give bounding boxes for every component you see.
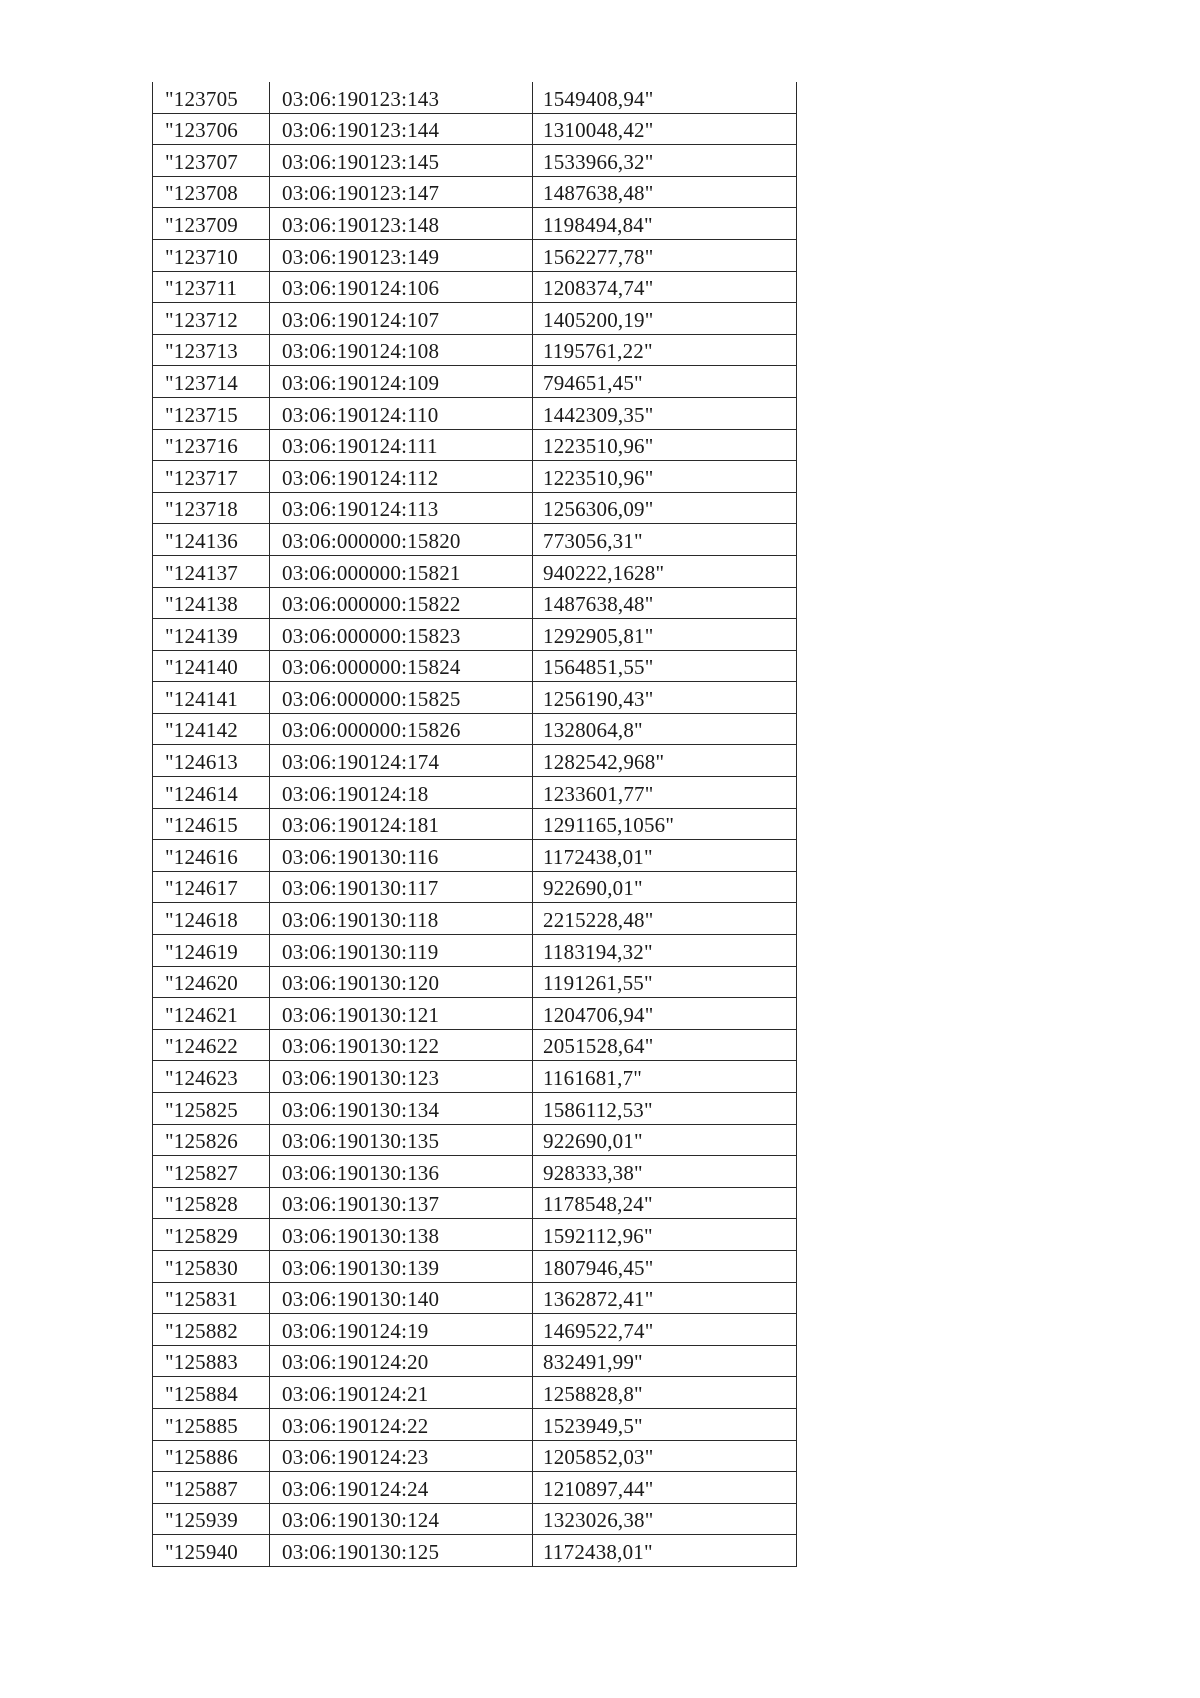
- record-number-cell: "123718: [153, 492, 270, 524]
- table-row: [153, 1314, 797, 1346]
- table-row: [153, 113, 797, 145]
- table-row: [153, 1503, 797, 1535]
- table-row: [153, 935, 797, 967]
- table-row: [153, 1093, 797, 1125]
- table-row: [153, 1029, 797, 1061]
- value-cell: 922690,01": [533, 1124, 797, 1156]
- value-cell: 1328064,8": [533, 713, 797, 745]
- table-row: [153, 1124, 797, 1156]
- record-number-cell: "124137: [153, 555, 270, 587]
- table-row: [153, 1250, 797, 1282]
- record-number-cell: "125886: [153, 1440, 270, 1472]
- table-row: [153, 397, 797, 429]
- record-number-cell: "124138: [153, 587, 270, 619]
- table-row: [153, 966, 797, 998]
- cadastral-number-cell: 03:06:190124:108: [270, 334, 533, 366]
- table-row: [153, 429, 797, 461]
- table-row: [153, 1472, 797, 1504]
- record-number-cell: "124141: [153, 682, 270, 714]
- cadastral-number-cell: 03:06:000000:15823: [270, 619, 533, 651]
- table-row: [153, 271, 797, 303]
- record-number-cell: "125826: [153, 1124, 270, 1156]
- record-number-cell: "123707: [153, 145, 270, 177]
- table-row: [153, 303, 797, 335]
- record-number-cell: "125831: [153, 1282, 270, 1314]
- record-number-cell: "124142: [153, 713, 270, 745]
- value-cell: 1208374,74": [533, 271, 797, 303]
- table-row: [153, 555, 797, 587]
- data-table: [152, 82, 797, 1567]
- cadastral-number-cell: 03:06:190130:139: [270, 1250, 533, 1282]
- cadastral-number-cell: 03:06:190130:134: [270, 1093, 533, 1125]
- cadastral-number-cell: 03:06:190130:121: [270, 998, 533, 1030]
- table-row: [153, 808, 797, 840]
- record-number-cell: "124617: [153, 871, 270, 903]
- value-cell: 922690,01": [533, 871, 797, 903]
- cadastral-number-cell: 03:06:190124:20: [270, 1345, 533, 1377]
- table-row: [153, 713, 797, 745]
- table-row: [153, 1377, 797, 1409]
- table-row: [153, 745, 797, 777]
- record-number-cell: "123706: [153, 113, 270, 145]
- table-row: [153, 682, 797, 714]
- table-row: [153, 619, 797, 651]
- table-row: [153, 461, 797, 493]
- record-number-cell: "124621: [153, 998, 270, 1030]
- record-number-cell: "125825: [153, 1093, 270, 1125]
- record-number-cell: "123709: [153, 208, 270, 240]
- record-number-cell: "123714: [153, 366, 270, 398]
- cadastral-number-cell: 03:06:190124:107: [270, 303, 533, 335]
- value-cell: 1223510,96": [533, 429, 797, 461]
- record-number-cell: "123712: [153, 303, 270, 335]
- value-cell: 1291165,1056": [533, 808, 797, 840]
- cadastral-number-cell: 03:06:190130:136: [270, 1156, 533, 1188]
- record-number-cell: "124140: [153, 650, 270, 682]
- value-cell: 1172438,01": [533, 1535, 797, 1567]
- table-row: [153, 1345, 797, 1377]
- value-cell: 1204706,94": [533, 998, 797, 1030]
- cadastral-number-cell: 03:06:190124:23: [270, 1440, 533, 1472]
- record-number-cell: "124623: [153, 1061, 270, 1093]
- value-cell: 1562277,78": [533, 239, 797, 271]
- cadastral-number-cell: 03:06:000000:15820: [270, 524, 533, 556]
- cadastral-number-cell: 03:06:190130:116: [270, 840, 533, 872]
- value-cell: 1172438,01": [533, 840, 797, 872]
- table-row: [153, 998, 797, 1030]
- table-row: [153, 587, 797, 619]
- cadastral-number-cell: 03:06:000000:15824: [270, 650, 533, 682]
- record-number-cell: "123713: [153, 334, 270, 366]
- cadastral-number-cell: 03:06:000000:15825: [270, 682, 533, 714]
- record-number-cell: "124620: [153, 966, 270, 998]
- value-cell: 1258828,8": [533, 1377, 797, 1409]
- table-body: [153, 82, 797, 1566]
- table-row: [153, 1440, 797, 1472]
- table-row: [153, 334, 797, 366]
- value-cell: 1487638,48": [533, 176, 797, 208]
- record-number-cell: "125830: [153, 1250, 270, 1282]
- cadastral-number-cell: 03:06:190123:144: [270, 113, 533, 145]
- record-number-cell: "123710: [153, 239, 270, 271]
- table-row: [153, 840, 797, 872]
- value-cell: 1362872,41": [533, 1282, 797, 1314]
- record-number-cell: "123708: [153, 176, 270, 208]
- cadastral-number-cell: 03:06:190123:149: [270, 239, 533, 271]
- value-cell: 1256190,43": [533, 682, 797, 714]
- record-number-cell: "124615: [153, 808, 270, 840]
- record-number-cell: "123705: [153, 82, 270, 113]
- record-number-cell: "125885: [153, 1408, 270, 1440]
- value-cell: 1161681,7": [533, 1061, 797, 1093]
- record-number-cell: "124619: [153, 935, 270, 967]
- cadastral-number-cell: 03:06:190130:137: [270, 1187, 533, 1219]
- cadastral-number-cell: 03:06:190130:122: [270, 1029, 533, 1061]
- value-cell: 1233601,77": [533, 777, 797, 809]
- record-number-cell: "124614: [153, 777, 270, 809]
- value-cell: 1205852,03": [533, 1440, 797, 1472]
- value-cell: 1282542,968": [533, 745, 797, 777]
- cadastral-number-cell: 03:06:190124:22: [270, 1408, 533, 1440]
- cadastral-number-cell: 03:06:190124:113: [270, 492, 533, 524]
- cadastral-number-cell: 03:06:190124:111: [270, 429, 533, 461]
- table-row: [153, 1282, 797, 1314]
- table-row: [153, 903, 797, 935]
- cadastral-number-cell: 03:06:190124:181: [270, 808, 533, 840]
- table-row: [153, 1187, 797, 1219]
- value-cell: 1487638,48": [533, 587, 797, 619]
- record-number-cell: "124139: [153, 619, 270, 651]
- table-row: [153, 145, 797, 177]
- value-cell: 1223510,96": [533, 461, 797, 493]
- cadastral-number-cell: 03:06:190130:118: [270, 903, 533, 935]
- table-row: [153, 1535, 797, 1567]
- value-cell: 1807946,45": [533, 1250, 797, 1282]
- cadastral-number-cell: 03:06:190124:18: [270, 777, 533, 809]
- record-number-cell: "125884: [153, 1377, 270, 1409]
- value-cell: 1210897,44": [533, 1472, 797, 1504]
- record-number-cell: "125829: [153, 1219, 270, 1251]
- value-cell: 1549408,94": [533, 82, 797, 113]
- record-number-cell: "125940: [153, 1535, 270, 1567]
- value-cell: 1292905,81": [533, 619, 797, 651]
- table-row: [153, 239, 797, 271]
- table-row: [153, 777, 797, 809]
- table-row: [153, 524, 797, 556]
- value-cell: 940222,1628": [533, 555, 797, 587]
- cadastral-number-cell: 03:06:190124:112: [270, 461, 533, 493]
- cadastral-number-cell: 03:06:190130:123: [270, 1061, 533, 1093]
- record-number-cell: "124616: [153, 840, 270, 872]
- cadastral-number-cell: 03:06:190124:174: [270, 745, 533, 777]
- table-row: [153, 1156, 797, 1188]
- table-row: [153, 492, 797, 524]
- table-row: [153, 366, 797, 398]
- value-cell: 1178548,24": [533, 1187, 797, 1219]
- cadastral-number-cell: 03:06:190124:24: [270, 1472, 533, 1504]
- value-cell: 1183194,32": [533, 935, 797, 967]
- record-number-cell: "124618: [153, 903, 270, 935]
- cadastral-number-cell: 03:06:190130:125: [270, 1535, 533, 1567]
- cadastral-number-cell: 03:06:190124:21: [270, 1377, 533, 1409]
- cadastral-number-cell: 03:06:190123:148: [270, 208, 533, 240]
- value-cell: 1310048,42": [533, 113, 797, 145]
- value-cell: 1533966,32": [533, 145, 797, 177]
- value-cell: 1323026,38": [533, 1503, 797, 1535]
- cadastral-number-cell: 03:06:190130:120: [270, 966, 533, 998]
- value-cell: 928333,38": [533, 1156, 797, 1188]
- table-row: [153, 208, 797, 240]
- cadastral-number-cell: 03:06:190130:117: [270, 871, 533, 903]
- cadastral-number-cell: 03:06:190130:124: [270, 1503, 533, 1535]
- record-number-cell: "125828: [153, 1187, 270, 1219]
- value-cell: 832491,99": [533, 1345, 797, 1377]
- table-row: [153, 82, 797, 113]
- cadastral-number-cell: 03:06:190130:138: [270, 1219, 533, 1251]
- record-number-cell: "124622: [153, 1029, 270, 1061]
- value-cell: 773056,31": [533, 524, 797, 556]
- cadastral-number-cell: 03:06:000000:15822: [270, 587, 533, 619]
- value-cell: 1523949,5": [533, 1408, 797, 1440]
- cadastral-number-cell: 03:06:190124:19: [270, 1314, 533, 1346]
- record-number-cell: "123717: [153, 461, 270, 493]
- value-cell: 1564851,55": [533, 650, 797, 682]
- cadastral-number-cell: 03:06:190130:135: [270, 1124, 533, 1156]
- record-number-cell: "125939: [153, 1503, 270, 1535]
- record-number-cell: "125827: [153, 1156, 270, 1188]
- table-row: [153, 1219, 797, 1251]
- value-cell: 1592112,96": [533, 1219, 797, 1251]
- value-cell: 1195761,22": [533, 334, 797, 366]
- cadastral-number-cell: 03:06:190124:106: [270, 271, 533, 303]
- cadastral-number-cell: 03:06:190124:109: [270, 366, 533, 398]
- cadastral-number-cell: 03:06:190123:143: [270, 82, 533, 113]
- value-cell: 1442309,35": [533, 397, 797, 429]
- value-cell: 1256306,09": [533, 492, 797, 524]
- table-row: [153, 650, 797, 682]
- table-row: [153, 1408, 797, 1440]
- record-number-cell: "124136: [153, 524, 270, 556]
- record-number-cell: "123715: [153, 397, 270, 429]
- record-number-cell: "125887: [153, 1472, 270, 1504]
- record-number-cell: "125883: [153, 1345, 270, 1377]
- record-number-cell: "125882: [153, 1314, 270, 1346]
- record-number-cell: "123711: [153, 271, 270, 303]
- cadastral-number-cell: 03:06:000000:15821: [270, 555, 533, 587]
- value-cell: 1586112,53": [533, 1093, 797, 1125]
- table-row: [153, 1061, 797, 1093]
- record-number-cell: "123716: [153, 429, 270, 461]
- cadastral-number-cell: 03:06:190130:140: [270, 1282, 533, 1314]
- cadastral-number-cell: 03:06:190123:145: [270, 145, 533, 177]
- record-number-cell: "124613: [153, 745, 270, 777]
- value-cell: 1198494,84": [533, 208, 797, 240]
- value-cell: 1191261,55": [533, 966, 797, 998]
- cadastral-number-cell: 03:06:000000:15826: [270, 713, 533, 745]
- value-cell: 1405200,19": [533, 303, 797, 335]
- cadastral-number-cell: 03:06:190130:119: [270, 935, 533, 967]
- table-row: [153, 871, 797, 903]
- cadastral-number-cell: 03:06:190124:110: [270, 397, 533, 429]
- cadastral-number-cell: 03:06:190123:147: [270, 176, 533, 208]
- value-cell: 2215228,48": [533, 903, 797, 935]
- value-cell: 2051528,64": [533, 1029, 797, 1061]
- table-row: [153, 176, 797, 208]
- value-cell: 794651,45": [533, 366, 797, 398]
- value-cell: 1469522,74": [533, 1314, 797, 1346]
